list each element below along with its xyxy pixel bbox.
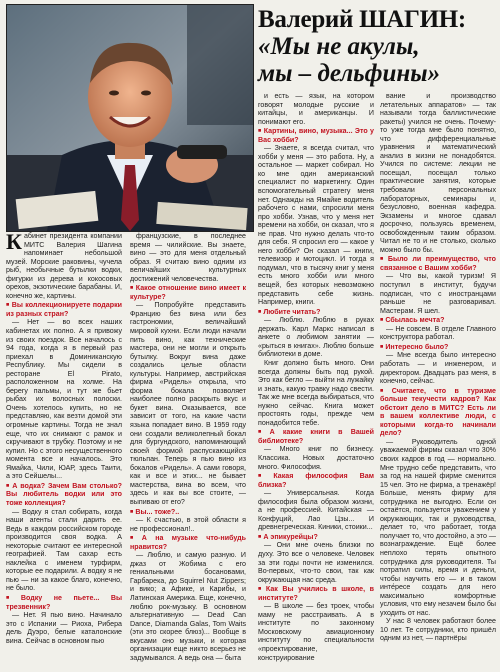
- answer-paragraph: — Нет. Я пью вино. Начинало это с Испании — Риоха, Рибера дель Дуэро, белые каталонские вина. Сейчас в основном пью: [6, 611, 122, 645]
- answer-paragraph: — Мне всегда было интересно работать — и инженером, и директором. Двадцать раз меня, в конечно, сейчас.: [380, 351, 496, 386]
- question-marker-icon: ■: [6, 482, 11, 489]
- question-marker-icon: ■: [258, 308, 262, 315]
- interview-question: [130, 534, 246, 551]
- question-marker-icon: ■: [130, 508, 134, 515]
- question-text: А эпикурейцы?: [263, 532, 318, 541]
- question-text: Как Вы учились в школе, в институте?: [258, 585, 374, 602]
- question-text: Сбылась мечта?: [385, 316, 445, 325]
- answer-paragraph: — Нет — во всех наших кабинетах их полно. А я привожу из своих поездок. Все началось с 94 года, когда я в первый раз приехал в Доминиканскую Республику. Мы сидели в ресторане El Pirato, расположенном на холме. На берегу пальмы, и тут же бьет рыбах их волосных полоски. Очень хотелось купить, но не представляю, как везти домой эти огромные картины. Тогда не знал еще, что их снимают с рамок и скручивают в трубку. Поэтому и не купил. Но с этого несущественного момента все и началось. Это Ямайка, Чили, ЮАР, здесь Таити, а это Сейшелы...: [6, 318, 122, 481]
- question-text: А водка? Зачем Вам столько? Вы любитель водки или это тоже коллекция?: [6, 481, 122, 507]
- question-text: Картины, вино, музыка... Это у Вас хобби?: [258, 127, 374, 144]
- answer-paragraph: — Универсальная. Когда философия была образом жизни, а не профессией. Китайская — Конфуций, Лао Цзы... И древнегреческая. Киники, стоики...: [258, 489, 374, 532]
- interview-question: [380, 343, 496, 352]
- headline: [258, 6, 498, 87]
- question-text: Вы коллекционируете подарки из разных стран?: [6, 301, 122, 318]
- answer-paragraph: Книг должно быть много. Они всегда должны быть под рукой. Это как бегло — выйти на лужайку и знать, какую травку надо свести. Так же мне всегда выбираться, что нужно сейчас. Книга может простоять годы, прежде чем понадобится тебе.: [258, 358, 374, 427]
- question-text: Было ли преимущество, что связанное с Вашим хобби?: [380, 255, 496, 272]
- interview-question: [258, 533, 374, 542]
- interview-question: [380, 316, 496, 325]
- question-marker-icon: ■: [258, 533, 262, 540]
- lead-text: абинет президента компании МИТС Валерия Шагина напоминает небольшой музей. Морские раковины, чучела рыб, необычные бутылки водки, фигурки из дерева и кокосовых орехов, экзотические барабаны. И, конечно же, картины.: [6, 232, 122, 300]
- interview-question: [258, 308, 374, 317]
- headline-line-1: Валерий ШАГИН:: [258, 6, 466, 33]
- question-text: А какие книги в Вашей библиотеке?: [258, 428, 374, 445]
- column-2: [130, 232, 246, 668]
- question-text: Вы... тоже?..: [135, 507, 180, 516]
- question-marker-icon: ■: [380, 387, 390, 394]
- answer-paragraph: — Что вы, какой туризм! Я поступил в институт, будучи подписан, что с иностранцами раньше не разговаривал. Мастерам. Я шел.: [380, 272, 496, 315]
- answer-paragraph: — К счастью, в этой области я не профессионал!..: [130, 516, 246, 533]
- answer-paragraph: — Не совсем. В отделе Главного конструктора работал.: [380, 324, 496, 342]
- headline-line-2: «Мы не акулы,: [258, 33, 420, 60]
- column-1: [6, 232, 122, 668]
- answer-paragraph: — Попробуйте представить Францию без вина или без гастрономии, величайший мировой кухни. Если люди начали пить вино, как технические мастера, они не могли и открыть бутылку. Вокруг вина даже создались целые области культуры. Например, австрийская фирма «Ридель» открыла, что форма бокала позволяет наиболее полно раскрыть вкус и букет вина. Оказывается, все зависит от того, на какие части языка попадает вино. В 1959 году они создали великолепный бокал для бургундского, напоминающий своей формой распускающийся тюльпан. Теперь я пью вино из бокалов «Ридель». А сами говоря, как и все и этих... не бывает мастерства, вина во всем, что здесь и как вы все стоите, — выпиваю от его?: [130, 301, 246, 506]
- question-text: Интересно было?: [385, 342, 449, 351]
- question-text: Какое отношение вино имеет к культуре?: [130, 284, 246, 301]
- question-text: Любите читать?: [263, 307, 321, 316]
- answer-paragraph: — Они мне очень близки по духу. Это все о человеке. Человек за эти годы почти не изменился. Во-первых, что-то свои, так как окружающая нас среда.: [258, 541, 374, 584]
- question-marker-icon: ■: [258, 429, 268, 436]
- question-marker-icon: ■: [6, 594, 19, 601]
- question-text: Какая философия Вам близка?: [258, 472, 374, 489]
- answer-paragraph: — Люблю, и самую разную. И джаз от Жобима с его гениальными босановами, Гарбарека, до Squirrel Nut Zippers; и вико; а Афике, и Карибы, и Латинская Америка. Еще, конечно, люблю рок-музыку. В основном альтернативную — Dead Can Dance, Diamanda Galas, Tom Waits (эти это скорее блюз)... Вообще в вкусами оно музыки, и которая организации еще никто всерьез не задумывался. А ведь она — бытa: [130, 551, 246, 662]
- column-4: [380, 92, 496, 668]
- answer-paragraph: — Водку я стал собирать, когда наши агенты стали дарить ее. Ведь в каждом российском городе производится своя водка. А некоторые считают ее интересной географией. Там сахар есть наклейка с именем турфирм, которые ее подарили. А водку я не пью — ни за какое благо, конечно, не было.: [6, 507, 122, 593]
- answer-paragraph: и есть — язык, на котором говорят молодые русские и китайцы, и американцы. И понимают его.: [258, 92, 374, 126]
- answer-paragraph: — Руководитель одной уважаемой фирмы сказал что 30% своих кадров в год — нормально. Мне трудно себе представить, что за год на нашей фирме сменится 15 чел. Это не фирма, а тренажёр! Больше, менять фирму для сотрудника не выгодно. Если он остаётся, пользуется уважением у окружающих, так и руководства, делает то, что работает, тогда получает то, что достойно, а это — вознаграждение. Ещё более неплохо терять опытного сотрудника для руководителя. Ты потратил силы, время и деньги, чтобы научить его — и в таком инте́ресе создать для него максимально комфортные условия, что ему незачем было бы уходить от нас.: [380, 437, 496, 617]
- answer-paragraph: — Знаете, я всегда считал, что хобби у меня — это работа. Ну, а остальное — маркет собирал. Но ко мне один американский специалист по маркетингу. Один вспомогательный стратегу меня нет. Однажды на Ямайке водитель рабочего с нами, спросили меня про хобби. Узнав, что у меня нет времени на хобби, он сказал, что я не прав. Что нужно делать что-то для себя. Я спросил его — какое у него хобби? Он сказал — книги, телевизор и мотоцикл. И тогда я подумал, что в тысячу книг у меня есть много хобби или много вещей, без которых невозможно представить себе жизнь. Например, книги.: [258, 144, 374, 307]
- question-text: А на музыке что-нибудь нравится?: [130, 534, 246, 551]
- question-marker-icon: ■: [258, 128, 262, 135]
- question-marker-icon: ■: [380, 317, 384, 324]
- answer-paragraph: вание и производство летательных аппаратов» — так называли тогда баллистические ракеты) учился не очень. Почему-то уже тогда мне было понятно, что дифференциальные уравнения и математический анализ в жизни не понадобятся. Учился по системе: лекции не посещал, посещал только практические занятия, которые требовали персональных лабораторных, семинары и, безусловно, военная кафедра. Экзамены и многое сдавал досрочно, пользуясь временем, освобожденным таким образом. Читал не то и не столько, сколько можно было бы.: [380, 92, 496, 254]
- question-text: Водку не пьете... Вы трезвенник?: [6, 593, 122, 611]
- question-marker-icon: ■: [130, 535, 140, 542]
- drop-cap: К: [6, 232, 22, 254]
- question-text: Считаете, что в туризме больше текучести кадров? Как обстоит дело в МИТС? Есть ли в вашем коллективе люди, с которыми когда-то начинали дело?: [380, 386, 496, 438]
- interview-question: [380, 255, 496, 272]
- answer-paragraph: французские, в последнее время — чилийские. Вы знаете, вино — это для меня отдельный образ. Я считаю вино одним из величайших культурных достижений человечества.: [130, 232, 246, 283]
- question-marker-icon: ■: [6, 302, 10, 309]
- interview-question: [6, 301, 122, 318]
- answer-paragraph: — Люблю. Люблю в руках держать. Карл Маркс написал в анкете о любимом занятии — «рыться в книгах». Люблю больше библиотеки в доме.: [258, 316, 374, 359]
- question-marker-icon: ■: [258, 473, 272, 480]
- question-marker-icon: ■: [258, 586, 264, 593]
- headline-line-3: мы – дельфины»: [258, 60, 441, 87]
- column-3: [258, 92, 374, 668]
- interview-question: [130, 508, 246, 517]
- interview-question: [258, 585, 374, 602]
- interview-question: [258, 472, 374, 489]
- interview-question: [258, 428, 374, 445]
- interview-question: [130, 284, 246, 301]
- interview-question: [6, 594, 122, 611]
- question-marker-icon: ■: [380, 343, 384, 350]
- answer-paragraph: У нас 8 человек работают более 10 лет. Те сотрудники, кто пришёл одним из нет, — партнёры: [380, 617, 496, 643]
- answer-paragraph: — В школе — без троек, чтобы маму не расстраивать. А в институте по законному Московскому авиационному институту по специальности «проектирование, конструирование: [258, 602, 374, 662]
- answer-paragraph: — Много книг по бизнесу. Классика. Новых достаточно много. Философия.: [258, 445, 374, 471]
- interview-question: [6, 482, 122, 508]
- article-body: [6, 92, 496, 668]
- interview-question: [380, 387, 496, 438]
- lead-paragraph: [6, 232, 122, 300]
- interview-question: [258, 127, 374, 144]
- question-marker-icon: ■: [380, 256, 386, 263]
- question-marker-icon: ■: [130, 285, 134, 292]
